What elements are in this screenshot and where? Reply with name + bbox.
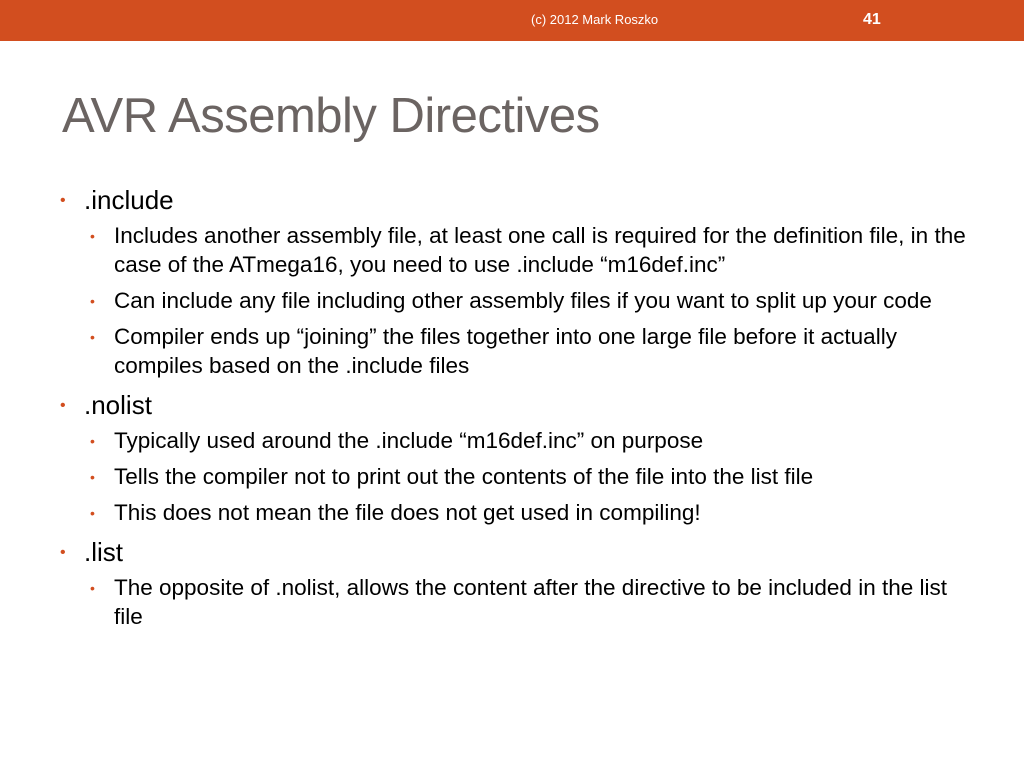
sub-list-include [90,221,980,380]
bullet-list-directive [60,535,980,569]
sub-bullet-marker: • [90,469,95,485]
bullet-include [60,183,980,217]
sub-bullet-text: Can include any file including other assembly files if you want to split up your code [114,288,932,313]
bullet-text: .list [84,537,123,567]
bullet-list [60,183,980,639]
sub-list-list [90,573,980,631]
sub-bullet-text: This does not mean the file does not get used in compiling! [114,500,701,525]
sub-list-nolist [90,426,980,527]
sub-bullet [90,426,980,455]
sub-bullet [90,221,980,279]
bullet-marker: • [60,192,66,209]
slide-title: AVR Assembly Directives [62,89,600,143]
sub-bullet [90,322,980,380]
bullet-text: .include [84,185,174,215]
sub-bullet-marker: • [90,505,95,521]
sub-bullet-marker: • [90,293,95,309]
sub-bullet-text: Includes another assembly file, at least one call is required for the definition file, in the case of the ATmega16, you need to use .include “m16def.inc” [114,223,966,277]
sub-bullet-marker: • [90,433,95,449]
header-bar [0,0,1024,41]
sub-bullet-text: The opposite of .nolist, allows the content after the directive to be included in the list file [114,575,947,629]
sub-bullet-text: Tells the compiler not to print out the contents of the file into the list file [114,464,814,489]
bullet-marker: • [60,544,66,561]
bullet-text: .nolist [84,390,152,420]
bullet-marker: • [60,397,66,414]
sub-bullet [90,573,980,631]
bullet-nolist [60,388,980,422]
sub-bullet [90,498,980,527]
sub-bullet-marker: • [90,580,95,596]
copyright-text: (c) 2012 Mark Roszko [531,12,659,27]
sub-bullet-marker: • [90,228,95,244]
sub-bullet [90,286,980,315]
sub-bullet-text: Compiler ends up “joining” the files together into one large file before it actually compiles based on the .include files [114,324,897,378]
sub-bullet [90,462,980,491]
sub-bullet-marker: • [90,329,95,345]
slide-number: 41 [863,11,881,28]
sub-bullet-text: Typically used around the .include “m16def.inc” on purpose [114,428,704,453]
